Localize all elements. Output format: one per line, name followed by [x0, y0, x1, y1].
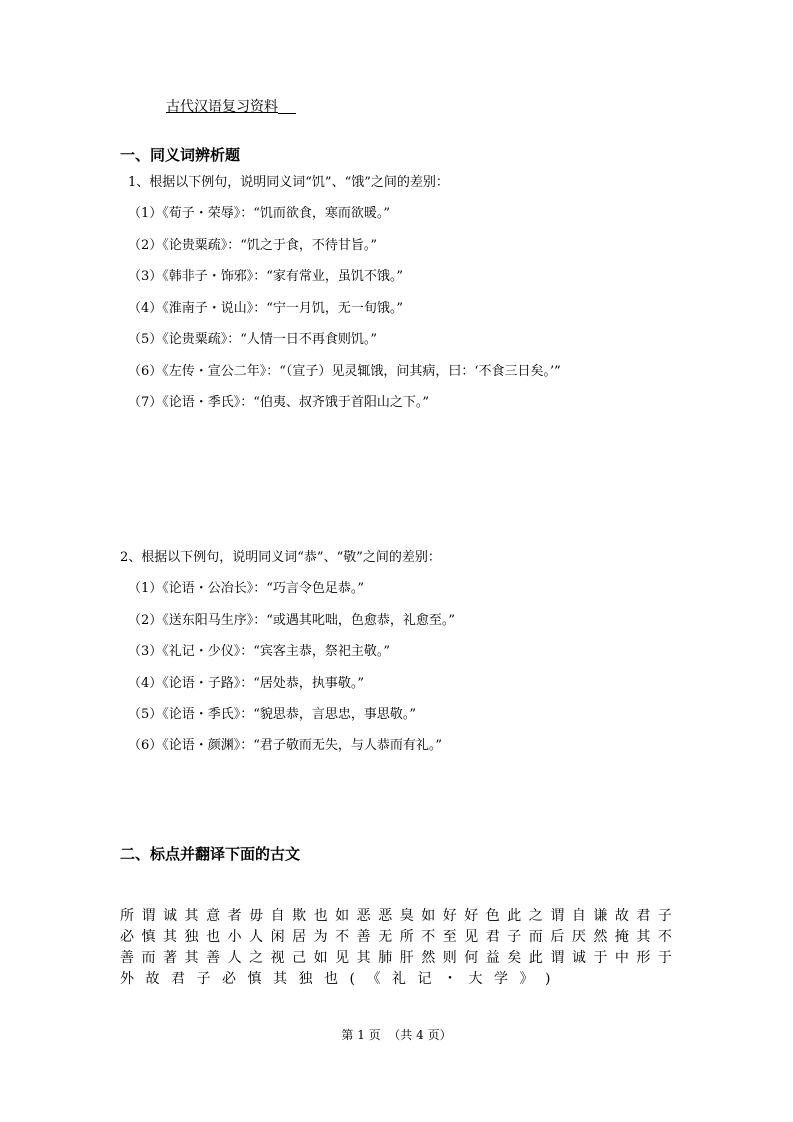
- document-title: [152, 97, 296, 117]
- question-2-item: （6）《论语・颜渊》：“君子敬而无失，与人恭而有礼。”: [128, 738, 443, 753]
- question-1-item: （6）《左传・宣公二年》：“（宣子）见灵辄饿，问其病，曰：‘不食三日矣。’”: [128, 364, 561, 379]
- question-1-item: （2）《论贵粟疏》：“饥之于食，不待甘旨。”: [128, 238, 378, 253]
- title-underline-tail: [278, 97, 296, 114]
- question-2-item: （4）《论语・子路》：“居处恭，执事敬。”: [128, 676, 365, 691]
- question-1-item: （3）《韩非子・饰邪》：“家有常业，虽饥不饿。”: [128, 269, 404, 284]
- passage-line: 外 故 君 子 必 慎 其 独 也 ( 《 礼 记 ・ 大 学 》 ): [120, 971, 551, 987]
- passage-line: 善 而 著 其 善 人 之 视 己 如 见 其 肺 肝 然 则 何 益 矣 此 谓 诚 于 中 形 于: [120, 950, 672, 966]
- question-2-item: （3）《礼记・少仪》：“宾客主恭，祭祀主敬。”: [128, 644, 391, 659]
- page-footer: 第 1 页 （共 4 页）: [341, 1028, 452, 1042]
- question-1-item: （1）《荀子・荣辱》：“饥而欲食，寒而欲暖。”: [128, 206, 391, 221]
- passage-line: 必 慎 其 独 也 小 人 闲 居 为 不 善 无 所 不 至 见 君 子 而 后 厌 然 掩 其 不: [120, 929, 672, 945]
- document-title-text: 古代汉语复习资料: [166, 99, 278, 115]
- question-1-item: （7）《论语・季氏》：“伯夷、叔齐饿于首阳山之下。”: [128, 395, 430, 410]
- question-2-item: （1）《论语・公冶长》：“巧言令色足恭。”: [128, 581, 365, 596]
- section-heading-translation: 二、标点并翻译下面的古文: [120, 845, 301, 863]
- question-1-item: （5）《论贵粟疏》：“人情一日不再食则饥。”: [128, 332, 378, 347]
- passage-line: 所 谓 诚 其 意 者 毋 自 欺 也 如 恶 恶 臭 如 好 好 色 此 之 谓 自 谦 故 君 子: [120, 908, 672, 924]
- question-2-item: （2）《送东阳马生序》：“或遇其叱咄，色愈恭，礼愈至。”: [128, 613, 456, 628]
- classical-passage: [120, 906, 672, 990]
- question-2-item: （5）《论语・季氏》：“貌思恭，言思忠，事思敬。”: [128, 707, 417, 722]
- question-1-item: （4）《淮南子・说山》：“宁一月饥，无一旬饿。”: [128, 301, 404, 316]
- question-2-prompt: 2、根据以下例句，说明同义词“恭”、“敬”之间的差别：: [120, 550, 441, 565]
- question-1-prompt: 1、根据以下例句，说明同义词“饥”、“饿”之间的差别：: [128, 175, 449, 190]
- section-heading-synonyms: 一、同义词辨析题: [120, 146, 241, 164]
